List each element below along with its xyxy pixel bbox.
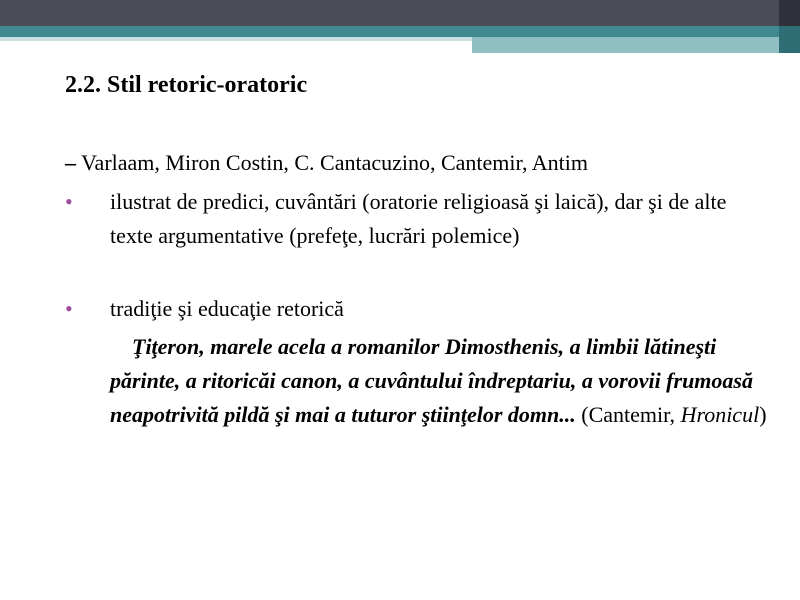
bullet-item <box>65 292 765 326</box>
quotation-source-close: ) <box>759 402 767 427</box>
header-band-accent <box>472 37 800 53</box>
dash-marker: – <box>65 150 76 175</box>
bullet-text: tradiţie şi educaţie retorică <box>110 296 344 321</box>
header-band-teal <box>0 26 800 37</box>
bullet-marker: • <box>65 296 73 321</box>
bullet-text: ilustrat de predici, cuvântări (oratorie religioasă şi laică), dar şi de alte texte argumentative (prefeţe, lucrări polemice) <box>110 189 727 248</box>
header-band-corner-teal <box>779 26 800 53</box>
quotation <box>110 330 770 432</box>
header-band-light <box>0 37 472 41</box>
slide-title: 2.2. Stil retoric-oratoric <box>65 72 308 98</box>
quotation-source-title: Hronicul <box>680 402 760 427</box>
authors-line <box>65 150 588 176</box>
bullet-marker: • <box>65 189 73 214</box>
quotation-source-open: (Cantemir, <box>575 402 681 427</box>
bullet-item <box>65 185 765 253</box>
header-band-dark <box>0 0 800 26</box>
quotation-body: Ţiţeron, marele acela a romanilor Dimosthenis, a limbii lătineşti părinte, a ritoricăi canon, a cuvântului îndreptariu, a vorovii frumoasă neapotrivită pildă şi mai a tuturor ştiinţelor domn... <box>110 334 753 427</box>
authors-text: Varlaam, Miron Costin, C. Cantacuzino, Cantemir, Antim <box>76 150 588 175</box>
